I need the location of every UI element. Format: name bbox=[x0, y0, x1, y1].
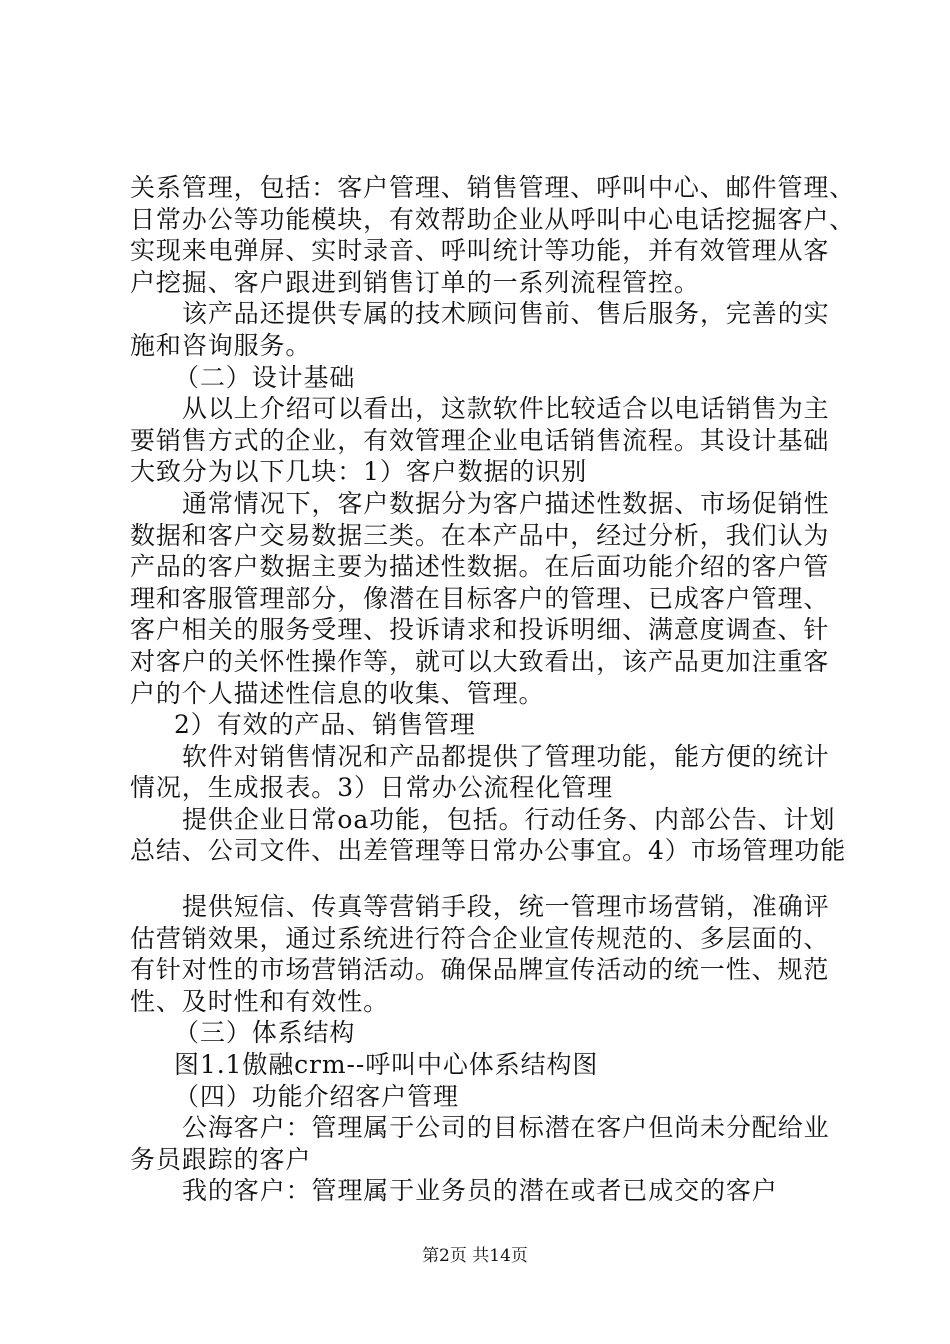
text-line: 产品的客户数据主要为描述性数据。在后面功能介绍的客户管 bbox=[130, 552, 830, 582]
text-line: 估营销效果，通过系统进行符合企业宣传规范的、多层面的、 bbox=[130, 923, 830, 953]
section-heading bbox=[130, 1049, 830, 1081]
text-line: 公海客户：管理属于公司的目标潜在客户但尚未分配给业 bbox=[182, 1113, 830, 1143]
section-heading bbox=[130, 362, 830, 394]
section-heading bbox=[130, 1017, 830, 1049]
text-line: 日常办公等功能模块，有效帮助企业从呼叫中心电话挖掘客户、 bbox=[130, 204, 856, 234]
paragraph bbox=[130, 891, 830, 1017]
text-line: （三）体系结构 bbox=[174, 1018, 356, 1048]
section-heading bbox=[130, 709, 830, 741]
text-line: 性、及时性和有效性。 bbox=[130, 986, 390, 1016]
paragraph-gap bbox=[130, 867, 830, 891]
page-footer: 第2页 共14页 bbox=[422, 1246, 528, 1266]
text-line: 提供企业日常oa功能，包括。行动任务、内部公告、计划 bbox=[182, 804, 836, 834]
text-line: （四）功能介绍客户管理 bbox=[174, 1081, 459, 1111]
paragraph bbox=[130, 393, 830, 488]
paragraph bbox=[130, 298, 830, 361]
paragraph bbox=[130, 172, 856, 298]
text-line: 大致分为以下几块：1）客户数据的识别 bbox=[130, 457, 588, 487]
text-line: 通常情况下，客户数据分为客户描述性数据、市场促销性 bbox=[182, 488, 830, 518]
text-line: 施和咨询服务。 bbox=[130, 330, 312, 360]
text-line: 有针对性的市场营销活动。确保品牌宣传活动的统一性、规范 bbox=[130, 955, 830, 985]
paragraph bbox=[130, 804, 847, 867]
text-line: 软件对销售情况和产品都提供了管理功能，能方便的统计 bbox=[182, 741, 830, 771]
paragraph bbox=[130, 488, 830, 709]
paragraph bbox=[130, 1175, 830, 1207]
text-line: 关系管理，包括：客户管理、销售管理、呼叫中心、邮件管理、 bbox=[130, 173, 856, 202]
text-line: 理和客服管理部分，像潜在目标客户的管理、已成客户管理、 bbox=[130, 583, 830, 613]
paragraph bbox=[130, 1112, 830, 1175]
paragraph bbox=[130, 741, 830, 804]
text-line: 务员跟踪的客户 bbox=[130, 1144, 312, 1174]
text-line: 客户相关的服务受理、投诉请求和投诉明细、满意度调查、针 bbox=[130, 615, 830, 645]
text-line: 数据和客户交易数据三类。在本产品中，经过分析，我们认为 bbox=[130, 520, 830, 550]
text-line: 从以上介绍可以看出，这款软件比较适合以电话销售为主 bbox=[182, 394, 830, 424]
document-body bbox=[130, 172, 856, 1207]
text-line: 户的个人描述性信息的收集、管理。 bbox=[130, 678, 545, 708]
text-line: 图1.1傲融crm--呼叫中心体系结构图 bbox=[174, 1050, 599, 1080]
text-line: 该产品还提供专属的技术顾问售前、售后服务，完善的实 bbox=[182, 299, 830, 329]
text-line: 户挖掘、客户跟进到销售订单的一系列流程管控。 bbox=[130, 267, 700, 297]
text-line: （二）设计基础 bbox=[174, 362, 356, 392]
text-line: 情况，生成报表。3）日常办公流程化管理 bbox=[130, 773, 614, 803]
text-line: 实现来电弹屏、实时录音、呼叫统计等功能，并有效管理从客 bbox=[130, 236, 830, 266]
text-line: 我的客户：管理属于业务员的潜在或者已成交的客户 bbox=[182, 1176, 778, 1206]
text-line: 对客户的关怀性操作等，就可以大致看出，该产品更加注重客 bbox=[130, 646, 830, 676]
text-line: 总结、公司文件、出差管理等日常办公事宜。4）市场管理功能 bbox=[130, 836, 847, 866]
text-line: 要销售方式的企业，有效管理企业电话销售流程。其设计基础 bbox=[130, 425, 830, 455]
text-line: 提供短信、传真等营销手段，统一管理市场营销，准确评 bbox=[182, 892, 830, 922]
text-line: 2）有效的产品、销售管理 bbox=[174, 710, 476, 740]
section-heading bbox=[130, 1081, 830, 1113]
